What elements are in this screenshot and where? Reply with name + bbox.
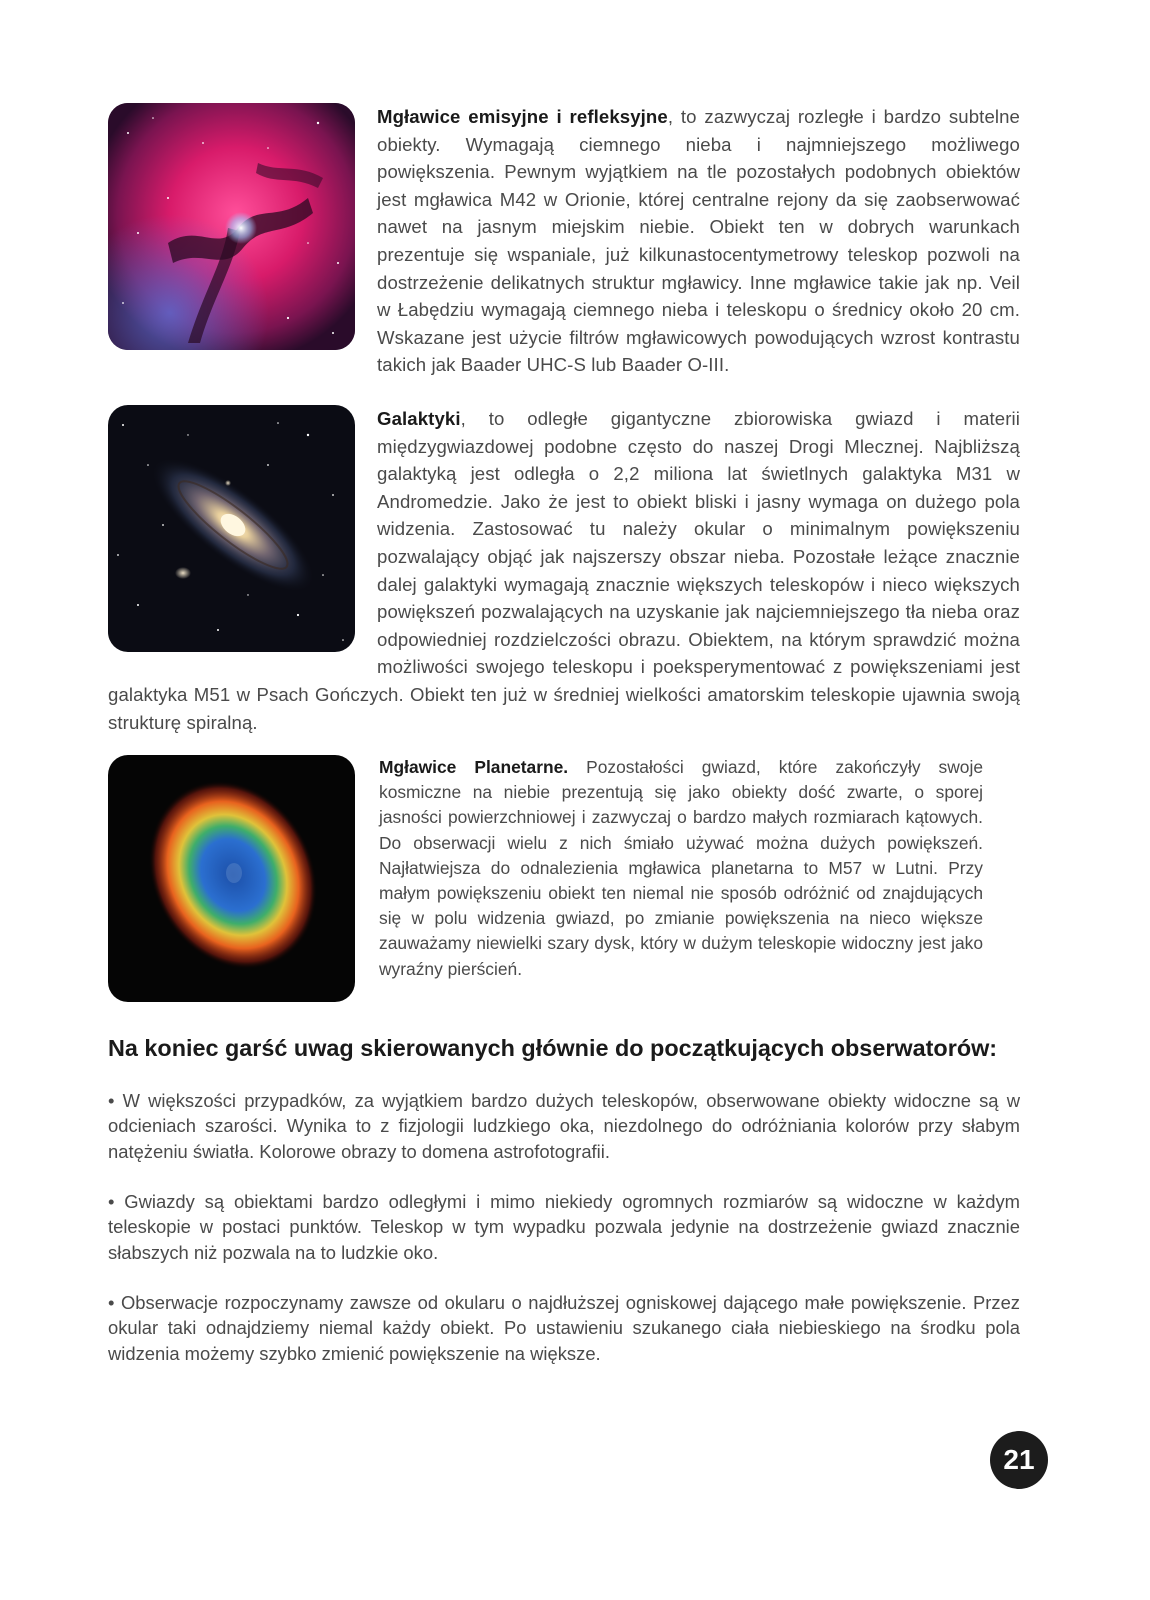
galaxies-text: , to odległe gigantyczne zbiorowiska gwiazd i materii międzygwiazdowej podobne często do naszej Drogi Mlecznej. Najbliższą galaktyką jest odległa o 2,2 miliona lat świetlnych galaktyka M31 w Andromedzie. Jako że jest to obiekt bliski i jasny wymaga on dużego pola widzenia. Zastosować tu należy okular o minimalnym powiększeniu pozwalający objąć jak najszerszy obszar nieba. Pozostałe leżące znacznie dalej galaktyki wymagają znacznie większych teleskopów i nieco większych powiększeń pozwalających na uzyskanie jak najciemniejszego tła nieba oraz odpowiedniej rozdzielczości obrazu. Obiektem, na którym sprawdzić można możliwości swojego teleskopu i poeksperymentować z powiększeniami jest galaktyka M51 w Psach Gończych. Obiekt ten już w średniej wielkości amatorskim teleskopie ujawnia swoją strukturę spiralną. — [108, 408, 1020, 733]
planetary-nebulae-title: Mgławice Planetarne. — [379, 757, 569, 777]
section-galaxies — [108, 405, 1020, 736]
emission-nebulae-title: Mgławice emisyjne i refleksyjne — [377, 106, 668, 127]
galaxy-image — [108, 405, 355, 652]
section-emission-nebulae — [108, 103, 1020, 379]
emission-nebulae-text: , to zazwyczaj rozległe i bardzo subtelne obiekty. Wymagają ciemnego nieba i najmniejszego możliwego powiększenia. Pewnym wyjątkiem na tle pozostałych podobnych obiektów jest mgławica M42 w Orionie, której centralne rejony da się zaobserwować nawet na jasnym miejskim niebie. Obiekt ten w dobrych warunkach prezentuje się wspaniale, już kilkunastocentymetrowy teleskop pozwoli na dostrzeżenie delikatnych struktur mgławicy. Inne mgławice takie jak np. Veil w Łabędziu wymagają ciemnego nieba i teleskopu o średnicy około 20 cm. Wskazane jest użycie filtrów mgławicowych powodujących wzrost kontrastu takich jak Baader UHC-S lub Baader O-III. — [377, 106, 1020, 376]
tip-item: • Gwiazdy są obiektami bardzo odległymi i mimo niekiedy ogromnych rozmiarów są widoczne w każdym teleskopie w postaci punktów. Teleskop w tym wypadku pozwala jedynie na dostrzeżenie gwiazd znacznie słabszych niż pozwala na to ludzkie oko. — [108, 1191, 1020, 1263]
planetary-nebulae-text: Pozostałości gwiazd, które zakończyły swoje kosmiczne na niebie prezentują się jako obiekty dość zwarte, o sporej jasności powierzchniowej i zazwyczaj o bardzo małych rozmiarach kątowych. Do obserwacji wielu z nich śmiało używać można dużych powiększeń. Najłatwiejsza do odnalezienia mgławica planetarna to M57 w Lutni. Przy małym powiększeniu obiekt ten niemal nie sposób odróżnić od znajdujących się w polu widzenia gwiazd, po zmianie powiększenia na nieco większe zauważamy niewielki szary dysk, który w dużym teleskopie widoczny jest jako wyraźny pierścień. — [379, 757, 983, 979]
galaxies-title: Galaktyki — [377, 408, 461, 429]
emission-nebula-image — [108, 103, 355, 350]
section-planetary-nebulae — [108, 755, 983, 1006]
tip-item: • W większości przypadków, za wyjątkiem bardzo dużych teleskopów, obserwowane obiekty widoczne są w odcieniach szarości. Wynika to z fizjologii ludzkiego oka, niezdolnego do odróżniania kolorów przy słabym natężeniu światła. Kolorowe obrazy to domena astrofotografii. — [108, 1090, 1020, 1162]
page-number-badge: 21 — [990, 1431, 1048, 1489]
tips-heading: Na koniec garść uwag skierowanych głównie do początkujących obserwatorów: — [108, 1035, 998, 1061]
planetary-nebula-image — [108, 755, 355, 1002]
tip-item: • Obserwacje rozpoczynamy zawsze od okularu o najdłuższej ogniskowej dającego małe powiększenie. Przez okular taki odnajdziemy niemal każdy obiekt. Po ustawieniu szukanego ciała niebieskiego na środku pola widzenia możemy szybko zmienić powiększenie na większe. — [108, 1292, 1020, 1364]
